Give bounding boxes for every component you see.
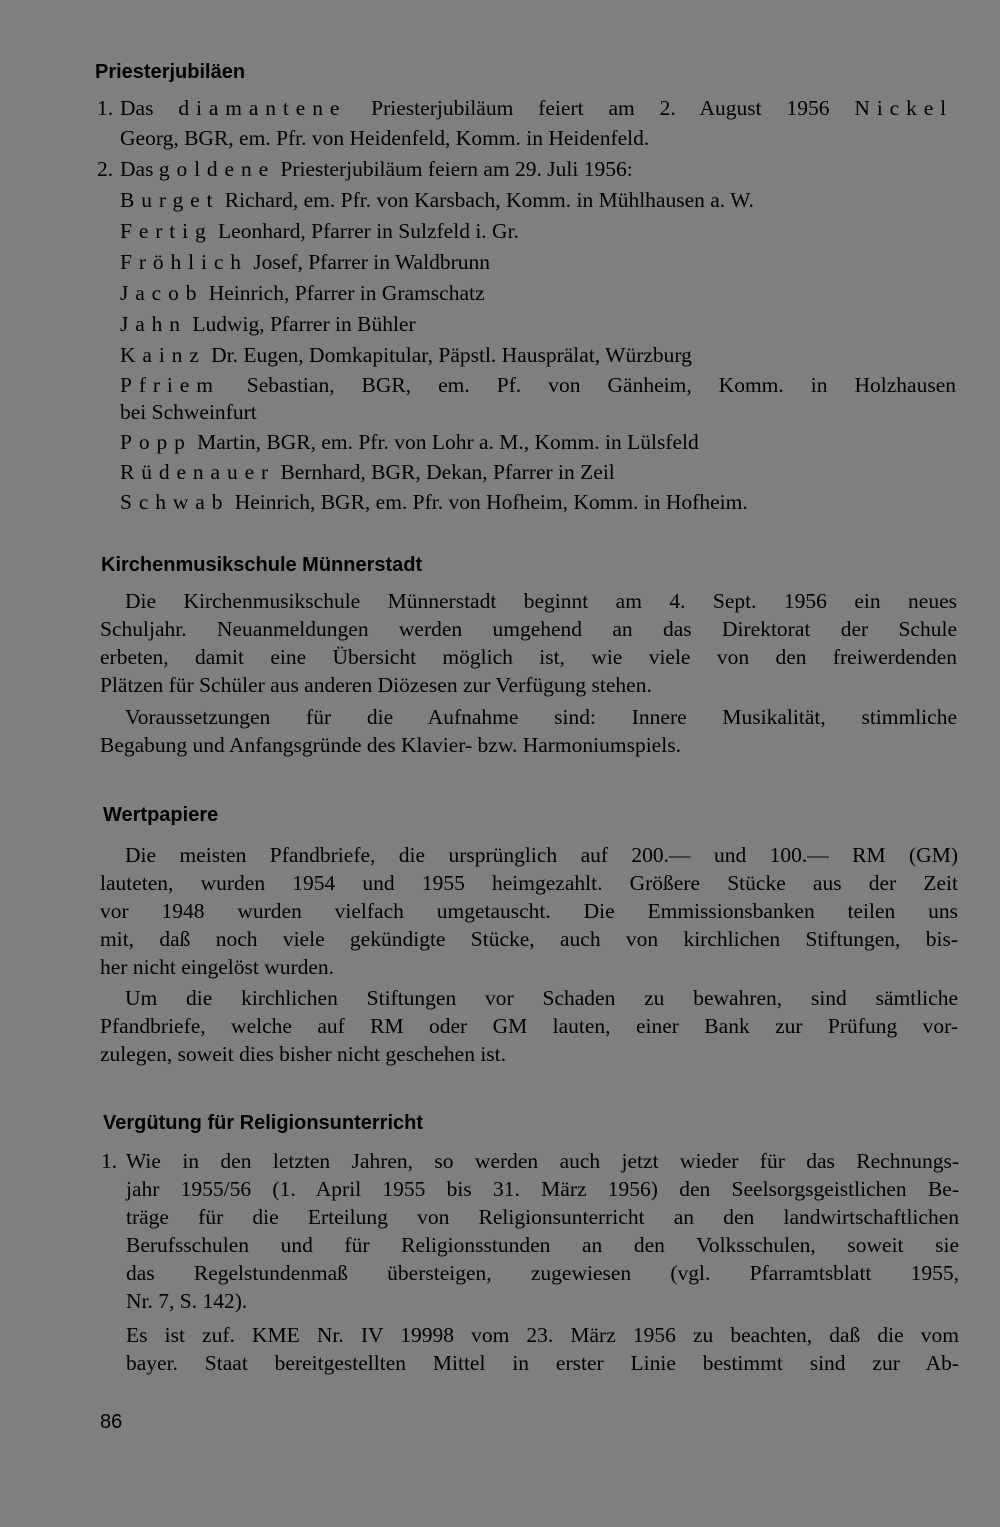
jubilarian-line — [120, 278, 485, 308]
list-item-text — [120, 154, 633, 184]
jubilarian-line — [120, 340, 692, 370]
paragraph-line: das Regelstundenmaß übersteigen, zugewiesen (vgl. Pfarramtsblatt 1955, — [126, 1261, 959, 1285]
jubilarian-line — [120, 309, 416, 339]
text-fragment: bei Schweinfurt — [120, 400, 257, 424]
heading-priesterjubilaeen: Priesterjubiläen — [95, 61, 246, 83]
list-number: 1. — [101, 1149, 118, 1173]
paragraph-line: lauteten, wurden 1954 und 1955 heimgezahlt. Größere Stücke aus der Zeit — [100, 871, 958, 895]
jubilarian-line — [120, 487, 748, 517]
paragraph-line: Plätzen für Schüler aus anderen Diözesen zur Verfügung stehen. — [100, 673, 652, 697]
text-fragment: Josef, Pfarrer in Waldbrunn — [247, 250, 490, 274]
paragraph-line: her nicht eingelöst wurden. — [100, 955, 335, 979]
text-fragment: Ludwig, Pfarrer in Bühler — [186, 312, 416, 336]
paragraph-line: bayer. Staat bereitgestellten Mittel in erster Linie bestimmt sind zur Ab- — [126, 1351, 959, 1375]
text-fragment: Richard, em. Pfr. von Karsbach, Komm. in Mühlhausen a. W. — [219, 188, 754, 212]
paragraph-line: Begabung und Anfangsgründe des Klavier- bzw. Harmoniumspiels. — [100, 733, 681, 757]
spaced-name: Fertig — [120, 219, 213, 243]
spaced-name: Pfriem — [120, 373, 220, 397]
page-number: 86 — [100, 1411, 123, 1433]
spaced-name: Schwab — [120, 490, 230, 514]
spaced-name: Nickel — [854, 96, 954, 120]
spaced-name: Jahn — [120, 312, 187, 336]
text-fragment: Martin, BGR, em. Pfr. von Lohr a. M., Komm. in Lülsfeld — [191, 430, 699, 454]
paragraph-line: mit, daß noch viele gekündigte Stücke, auch von kirchlichen Stiftungen, bis- — [100, 927, 958, 951]
text-fragment: Priesterjubiläum feiern am 29. Juli 1956: — [275, 157, 633, 181]
spaced-name: Popp — [120, 430, 192, 454]
spaced-name: Burget — [120, 188, 220, 212]
paragraph-line: Nr. 7, S. 142). — [126, 1289, 248, 1313]
paragraph-line: jahr 1955/56 (1. April 1955 bis 31. März 1956) den Seelsorgsgeistlichen Be- — [126, 1177, 959, 1201]
paragraph-line: Pfandbriefe, welche auf RM oder GM lauten, einer Bank zur Prüfung vor- — [100, 1014, 958, 1038]
list-item-text — [120, 93, 953, 123]
paragraph-line: erbeten, damit eine Übersicht möglich ist, wie viele von den freiwerdenden — [100, 645, 957, 669]
text-fragment: Das — [120, 157, 159, 181]
spaced-name: Rüdenauer — [120, 460, 276, 484]
paragraph-line: Es ist zuf. KME Nr. IV 19998 vom 23. März 1956 zu beachten, daß die vom — [126, 1323, 959, 1347]
text-fragment: Bernhard, BGR, Dekan, Pfarrer in Zeil — [275, 460, 615, 484]
jubilarian-line — [120, 216, 519, 246]
text-fragment: Das — [120, 96, 179, 120]
spaced-name: Fröhlich — [120, 250, 248, 274]
text-fragment: Dr. Eugen, Domkapitular, Päpstl. Hausprälat, Würzburg — [205, 343, 692, 367]
text-fragment: Heinrich, Pfarrer in Gramschatz — [203, 281, 485, 305]
list-number: 2. — [97, 157, 114, 181]
paragraph-line: Wie in den letzten Jahren, so werden auch jetzt wieder für das Rechnungs- — [126, 1149, 959, 1173]
jubilarian-line — [120, 247, 490, 277]
spaced-word: goldene — [158, 157, 276, 181]
paragraph-line: Schuljahr. Neuanmeldungen werden umgehend an das Direktorat der Schule — [100, 617, 957, 641]
jubilarian-line — [120, 457, 615, 487]
list-item-text: Georg, BGR, em. Pfr. von Heidenfeld, Komm. in Heidenfeld. — [120, 126, 650, 150]
text-fragment: Leonhard, Pfarrer in Sulzfeld i. Gr. — [212, 219, 519, 243]
paragraph-line: träge für die Erteilung von Religionsunterricht an den landwirtschaftlichen — [126, 1205, 959, 1229]
list-number: 1. — [97, 96, 114, 120]
spaced-name: Kainz — [120, 343, 206, 367]
spaced-name: Jacob — [120, 281, 204, 305]
paragraph-line: Voraussetzungen für die Aufnahme sind: Innere Musikalität, stimmliche — [125, 705, 957, 729]
paragraph-line: vor 1948 wurden vielfach umgetauscht. Die Emmissionsbanken teilen uns — [100, 899, 958, 923]
text-fragment: Sebastian, BGR, em. Pf. von Gänheim, Komm. in Holzhausen — [219, 373, 956, 397]
jubilarian-line — [120, 185, 754, 215]
paragraph-line: Die meisten Pfandbriefe, die ursprünglich auf 200.— und 100.— RM (GM) — [125, 843, 958, 867]
heading-wertpapiere: Wertpapiere — [103, 804, 219, 826]
jubilarian-line — [120, 427, 699, 457]
text-fragment: Priesterjubiläum feiert am 2. August 1956 — [346, 96, 855, 120]
jubilarian-line — [120, 370, 956, 400]
paragraph-line: Um die kirchlichen Stiftungen vor Schaden zu bewahren, sind sämtliche — [125, 986, 958, 1010]
heading-kirchenmusikschule: Kirchenmusikschule Münnerstadt — [101, 554, 423, 576]
paragraph-line: zulegen, soweit dies bisher nicht geschehen ist. — [100, 1042, 507, 1066]
spaced-word: diamantene — [178, 96, 347, 120]
text-fragment: Heinrich, BGR, em. Pfr. von Hofheim, Komm. in Hofheim. — [229, 490, 748, 514]
heading-verguetung: Vergütung für Religionsunterricht — [103, 1112, 424, 1134]
paragraph-line: Die Kirchenmusikschule Münnerstadt beginnt am 4. Sept. 1956 ein neues — [125, 589, 957, 613]
paragraph-line: Berufsschulen und für Religionsstunden an den Volksschulen, soweit sie — [126, 1233, 959, 1257]
jubilarian-line — [120, 397, 257, 427]
